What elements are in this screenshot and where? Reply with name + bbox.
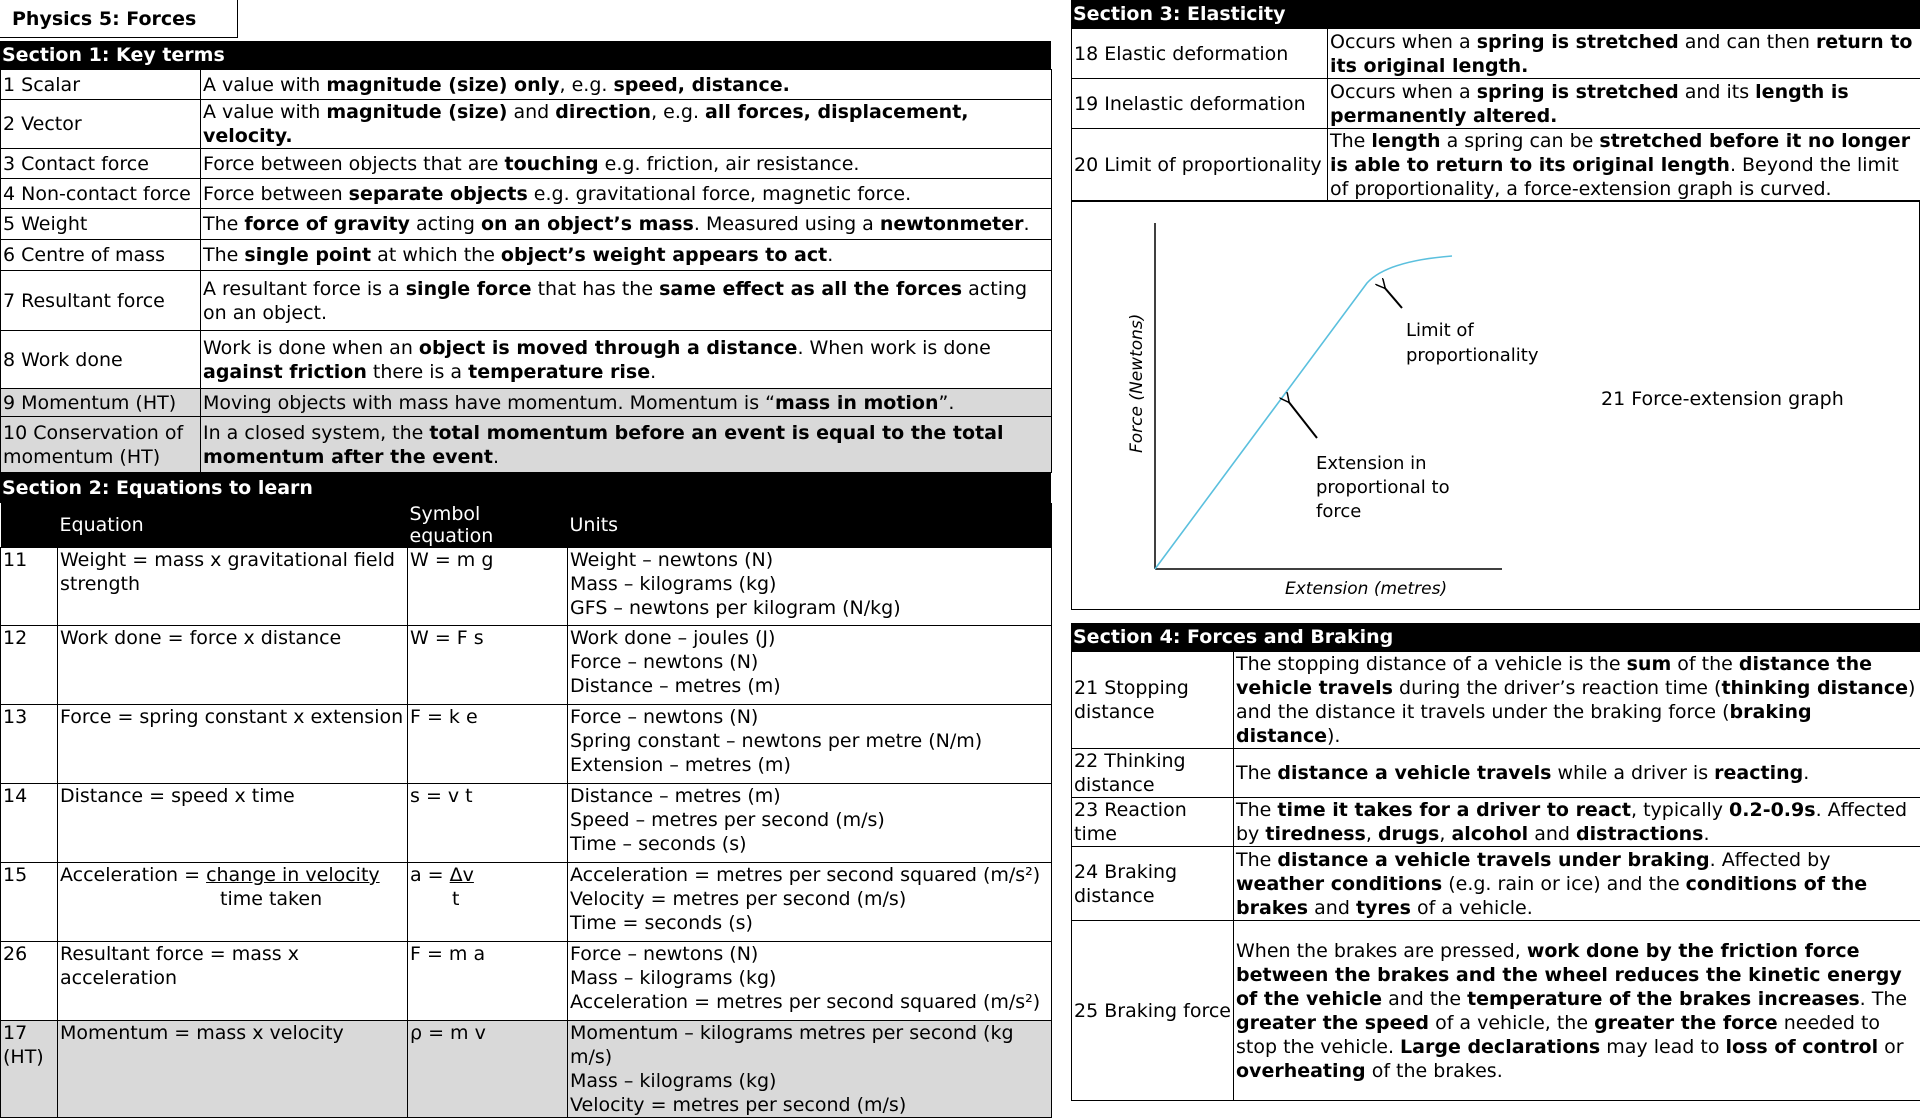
equation-number: 26 [1, 942, 58, 1021]
term-row [1072, 129, 1920, 202]
graph-caption: 21 Force-extension graph [1601, 388, 1844, 410]
limit-label-line1: Limit of [1406, 320, 1474, 341]
equation-number: 14 [1, 784, 58, 863]
term-label: 9 Momentum (HT) [1, 389, 201, 417]
unit-line: GFS – newtons per kilogram (N/kg) [570, 596, 1049, 620]
term-label: 2 Vector [1, 100, 201, 149]
equation-number: 15 [1, 863, 58, 942]
term-row [1072, 749, 1920, 798]
term-row [1, 271, 1052, 331]
section2-heading: Section 2: Equations to learn [0, 473, 1051, 503]
unit-line: Spring constant – newtons per metre (N/m) [570, 729, 1049, 753]
elasticity-table [1071, 28, 1920, 202]
section3-heading: Section 3: Elasticity [1071, 0, 1920, 28]
term-definition: The distance a vehicle travels under braking. Affected by weather conditions (e.g. rain or ice) and the conditions of the brakes and tyres of a vehicle. [1234, 847, 1920, 921]
term-label: 6 Centre of mass [1, 240, 201, 271]
units-list [568, 705, 1052, 784]
term-label: 7 Resultant force [1, 271, 201, 331]
force-extension-curve [1155, 256, 1452, 569]
unit-line: Force – newtons (N) [570, 942, 1049, 966]
key-terms-table [0, 69, 1052, 473]
units-list [568, 863, 1052, 942]
term-label: 25 Braking force [1072, 921, 1234, 1101]
equation-number: 17 (HT) [1, 1021, 58, 1118]
term-definition: A resultant force is a single force that has the same effect as all the forces acting on an object. [201, 271, 1052, 331]
unit-line: Time = seconds (s) [570, 911, 1049, 935]
term-row [1, 100, 1052, 149]
term-label: 18 Elastic deformation [1072, 29, 1328, 79]
term-label: 1 Scalar [1, 70, 201, 100]
limit-label-line2: proportionality [1406, 345, 1539, 366]
term-label: 10 Conservation of momentum (HT) [1, 417, 201, 473]
term-row [1072, 29, 1920, 79]
y-axis-label: Force (Newtons) [1127, 314, 1147, 453]
limit-arrow [1384, 287, 1402, 308]
term-row [1072, 921, 1920, 1101]
term-label: 20 Limit of proportionality [1072, 129, 1328, 202]
symbol-equation: W = m g [408, 548, 568, 626]
term-row [1, 417, 1052, 473]
units-list [568, 784, 1052, 863]
ext-label-line3: force [1316, 501, 1361, 522]
equation-number: 13 [1, 705, 58, 784]
term-definition: The stopping distance of a vehicle is the sum of the distance the vehicle travels during the driver’s reaction time (thinking distance) and the distance it travels under the braking force (braking distance). [1234, 652, 1920, 749]
term-definition: Work is done when an object is moved through a distance. When work is done against friction there is a temperature rise. [201, 331, 1052, 389]
equation-words: Weight = mass x gravitational field strength [58, 548, 408, 626]
term-definition: Force between separate objects e.g. gravitational force, magnetic force. [201, 179, 1052, 209]
term-definition: Force between objects that are touching e.g. friction, air resistance. [201, 149, 1052, 179]
term-row [1072, 847, 1920, 921]
unit-line: Work done – joules (J) [570, 626, 1049, 650]
force-extension-graph [1071, 200, 1920, 610]
unit-line: Mass – kilograms (kg) [570, 966, 1049, 990]
equation-row [1, 1021, 1052, 1118]
term-label: 23 Reaction time [1072, 798, 1234, 847]
symbol-equation: a = Δv t [408, 863, 568, 942]
term-label: 19 Inelastic deformation [1072, 79, 1328, 129]
term-row [1, 70, 1052, 100]
unit-line: Velocity = metres per second (m/s) [570, 887, 1049, 911]
unit-line: Distance – metres (m) [570, 674, 1049, 698]
ext-label-line1: Extension in [1316, 453, 1427, 474]
units-list [568, 626, 1052, 705]
symbol-equation: ρ = m v [408, 1021, 568, 1118]
unit-line: Extension – metres (m) [570, 753, 1049, 777]
term-definition: A value with magnitude (size) and direction, e.g. all forces, displacement, velocity. [201, 100, 1052, 149]
term-row [1072, 798, 1920, 847]
equation-words: Acceleration = change in velocity time taken [58, 863, 408, 942]
term-definition: Occurs when a spring is stretched and its length is permanently altered. [1328, 79, 1920, 129]
term-row [1, 149, 1052, 179]
col-equation-header: Equation [58, 503, 408, 548]
equations-table [0, 503, 1052, 1118]
equation-words: Work done = force x distance [58, 626, 408, 705]
unit-line: Speed – metres per second (m/s) [570, 808, 1049, 832]
page-title: Physics 5: Forces [0, 0, 238, 38]
equation-words: Distance = speed x time [58, 784, 408, 863]
term-label: 21 Stopping distance [1072, 652, 1234, 749]
units-list [568, 548, 1052, 626]
section4-heading: Section 4: Forces and Braking [1071, 623, 1920, 651]
unit-line: Force – newtons (N) [570, 705, 1049, 729]
term-definition: The length a spring can be stretched before it no longer is able to return to its original length. Beyond the limit of proportionality, a force-extension graph is curved. [1328, 129, 1920, 202]
equation-number: 11 [1, 548, 58, 626]
equation-words: Resultant force = mass x acceleration [58, 942, 408, 1021]
term-label: 4 Non-contact force [1, 179, 201, 209]
term-definition: When the brakes are pressed, work done by the friction force between the brakes and the wheel reduces the kinetic energy of the vehicle and the temperature of the brakes increases. The greater the speed of a vehicle, the greater the force needed to stop the vehicle. Large declarations may lead to loss of control or overheating of the brakes. [1234, 921, 1920, 1101]
symbol-equation: F = m a [408, 942, 568, 1021]
equation-words: Force = spring constant x extension [58, 705, 408, 784]
unit-line: Mass – kilograms (kg) [570, 572, 1049, 596]
term-definition: The single point at which the object’s weight appears to act. [201, 240, 1052, 271]
term-row [1, 209, 1052, 240]
equation-row [1, 705, 1052, 784]
unit-line: Velocity = metres per second (m/s) [570, 1093, 1049, 1117]
equation-words: Momentum = mass x velocity [58, 1021, 408, 1118]
unit-line: Force – newtons (N) [570, 650, 1049, 674]
symbol-equation: F = k e [408, 705, 568, 784]
term-row [1, 389, 1052, 417]
term-definition: Occurs when a spring is stretched and can then return to its original length. [1328, 29, 1920, 79]
term-definition: The force of gravity acting on an object’s mass. Measured using a newtonmeter. [201, 209, 1052, 240]
col-symbol-header: Symbol equation [408, 503, 568, 548]
equation-row [1, 863, 1052, 942]
section1-heading: Section 1: Key terms [0, 41, 1051, 69]
term-definition: In a closed system, the total momentum before an event is equal to the total momentum after the event. [201, 417, 1052, 473]
term-definition: The distance a vehicle travels while a driver is reacting. [1234, 749, 1920, 798]
equation-row [1, 548, 1052, 626]
symbol-equation: W = F s [408, 626, 568, 705]
term-label: 5 Weight [1, 209, 201, 240]
term-label: 24 Braking distance [1072, 847, 1234, 921]
unit-line: Time – seconds (s) [570, 832, 1049, 856]
term-definition: Moving objects with mass have momentum. Momentum is “mass in motion”. [201, 389, 1052, 417]
unit-line: Acceleration = metres per second squared (m/s²) [570, 990, 1049, 1014]
term-row [1072, 79, 1920, 129]
term-row [1, 331, 1052, 389]
units-list [568, 942, 1052, 1021]
braking-table [1071, 651, 1920, 1101]
ext-label-line2: proportional to [1316, 477, 1450, 498]
term-row [1, 240, 1052, 271]
equation-row [1, 626, 1052, 705]
term-definition: A value with magnitude (size) only, e.g. speed, distance. [201, 70, 1052, 100]
term-row [1072, 652, 1920, 749]
unit-line: Acceleration = metres per second squared (m/s²) [570, 863, 1049, 887]
equation-number: 12 [1, 626, 58, 705]
symbol-equation: s = v t [408, 784, 568, 863]
unit-line: Momentum – kilograms metres per second (kg m/s) [570, 1021, 1049, 1069]
term-label: 3 Contact force [1, 149, 201, 179]
units-list [568, 1021, 1052, 1118]
unit-line: Weight – newtons (N) [570, 548, 1049, 572]
x-axis-label: Extension (metres) [1285, 579, 1447, 599]
term-label: 22 Thinking distance [1072, 749, 1234, 798]
equation-row [1, 784, 1052, 863]
graph-svg [1072, 201, 1918, 608]
unit-line: Mass – kilograms (kg) [570, 1069, 1049, 1093]
col-units-header: Units [568, 503, 1052, 548]
equation-row [1, 942, 1052, 1021]
term-definition: The time it takes for a driver to react, typically 0.2-0.9s. Affected by tiredness, drugs, alcohol and distractions. [1234, 798, 1920, 847]
extension-arrow [1288, 401, 1317, 438]
unit-line: Distance – metres (m) [570, 784, 1049, 808]
term-label: 8 Work done [1, 331, 201, 389]
term-row [1, 179, 1052, 209]
